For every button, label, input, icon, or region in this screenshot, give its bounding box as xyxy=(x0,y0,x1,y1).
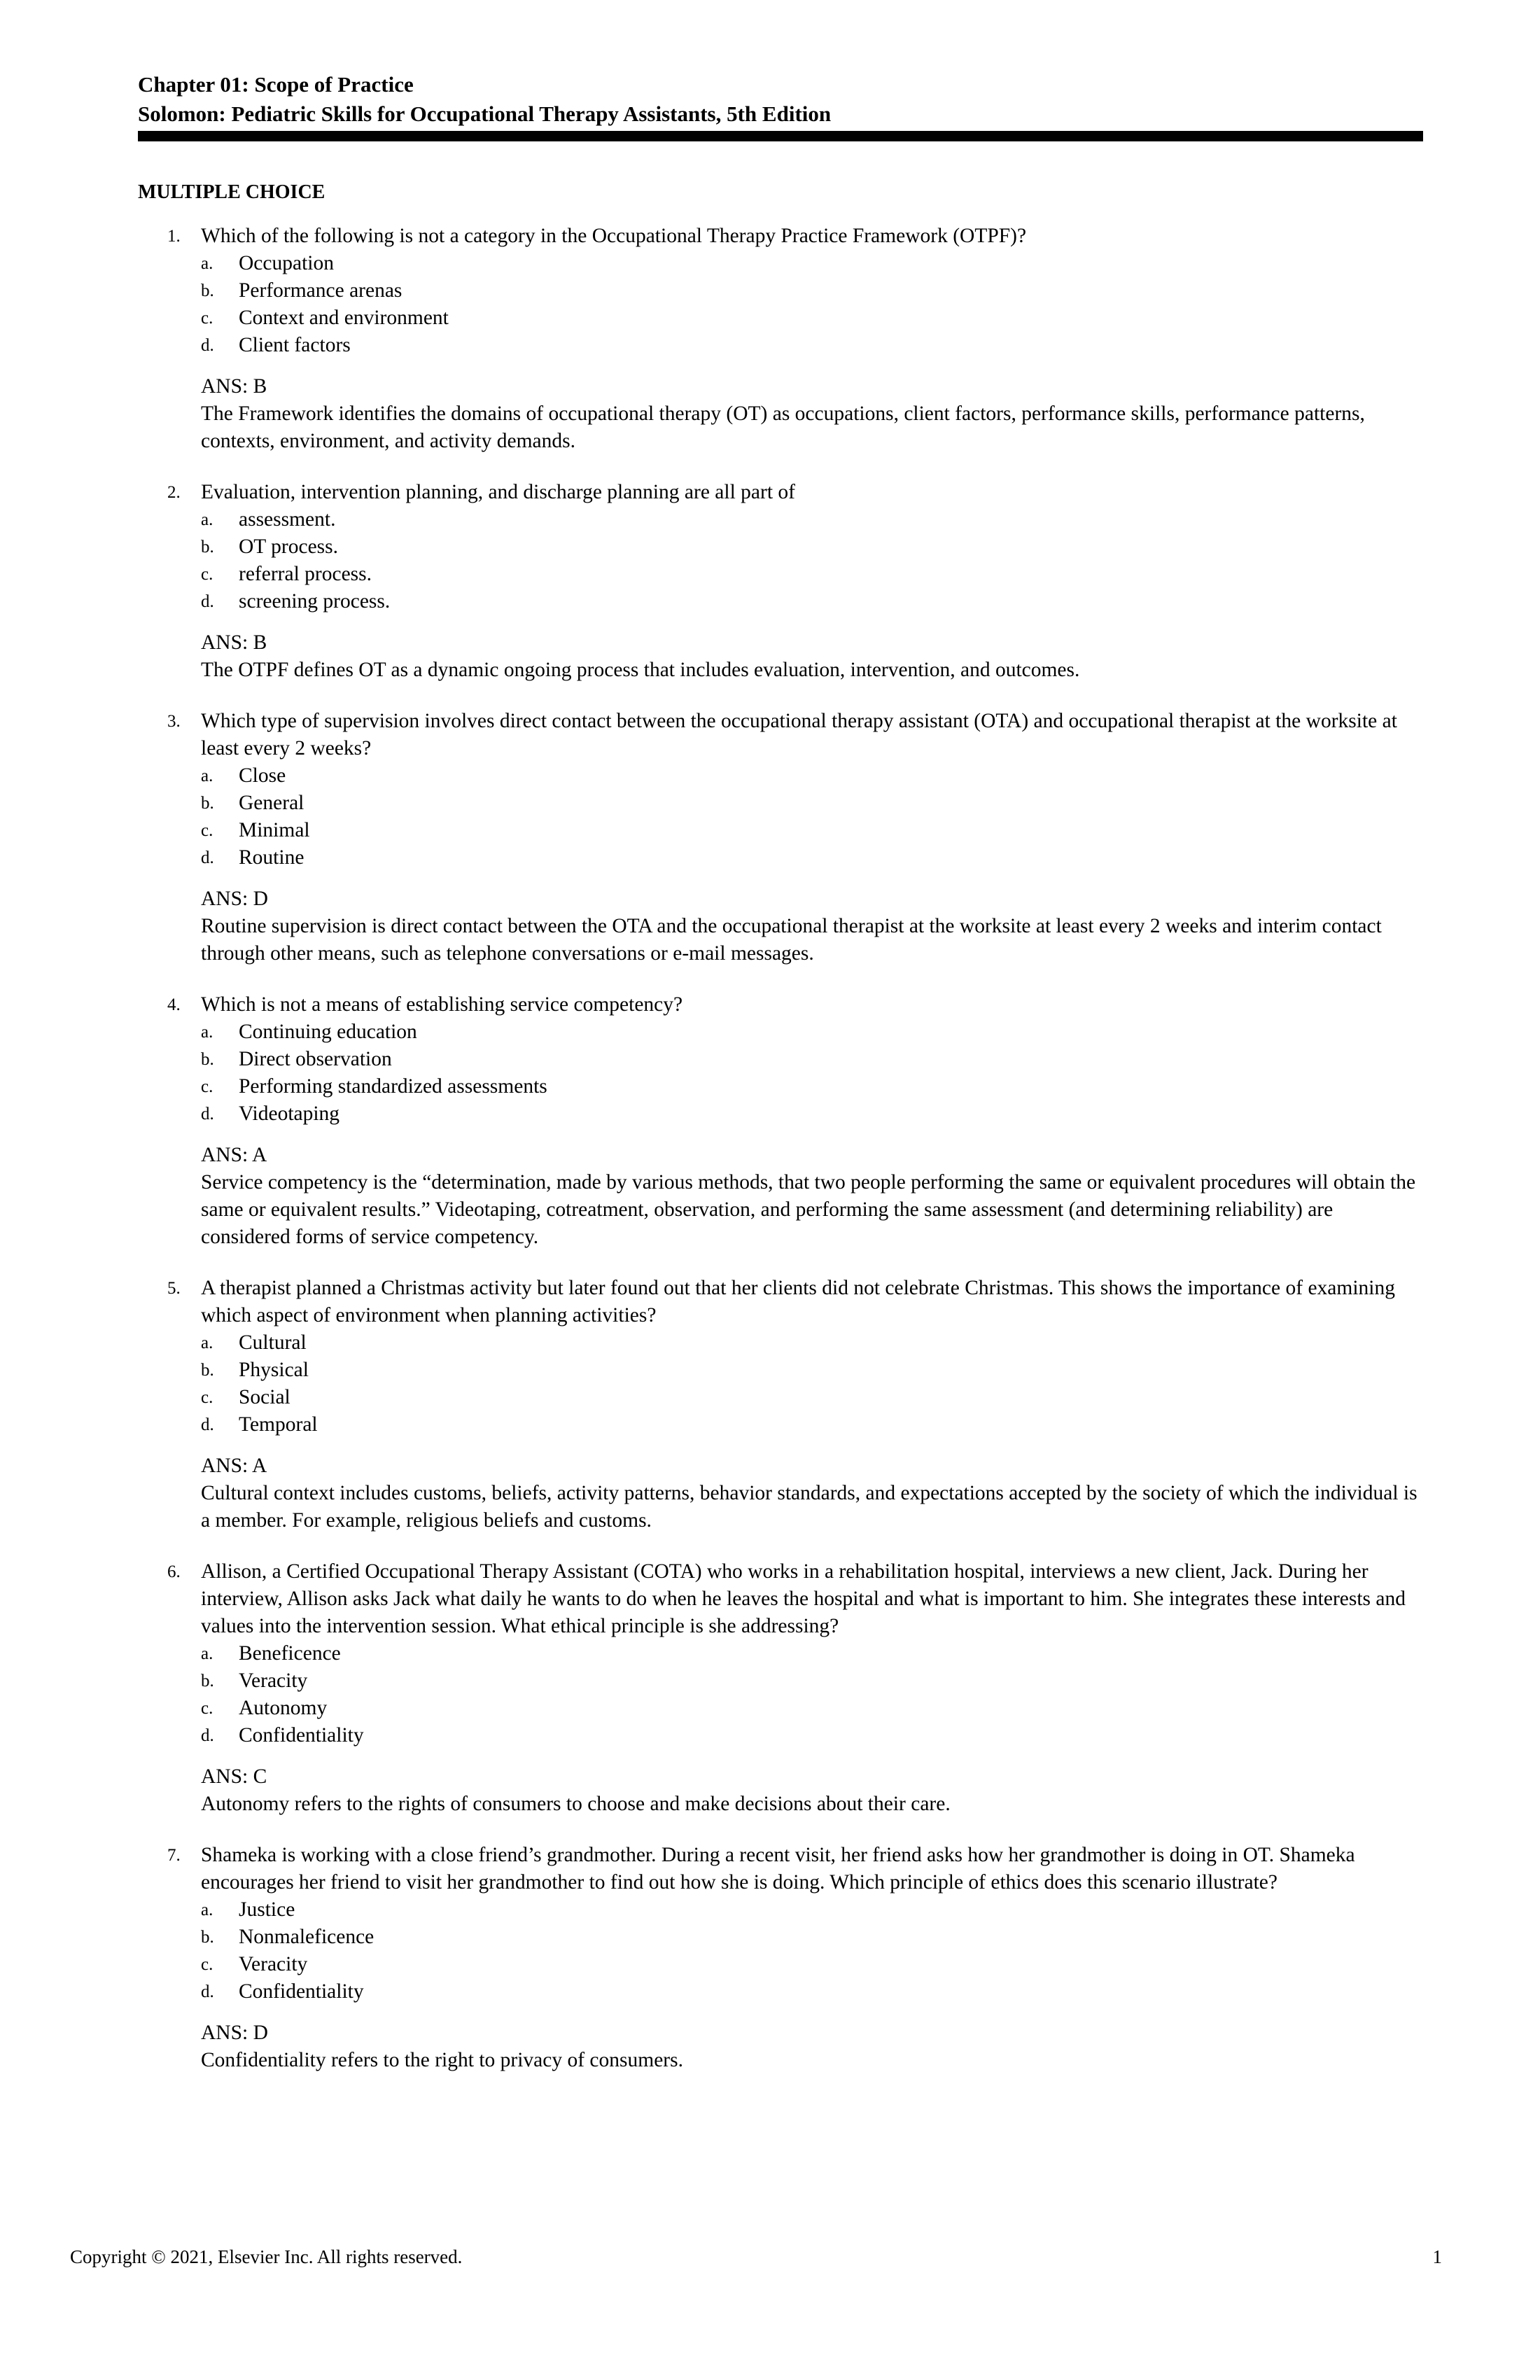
answer-option xyxy=(201,304,1423,332)
answer-options xyxy=(201,250,1423,359)
option-letter: a. xyxy=(201,1900,214,1919)
answer-option xyxy=(201,1896,1423,1924)
question-text: Evaluation, intervention planning, and discharge planning are all part of xyxy=(201,481,795,503)
header-rule xyxy=(138,131,1423,141)
option-text: Confidentiality xyxy=(239,1980,364,2003)
option-letter: c. xyxy=(201,1077,214,1096)
answer-key: ANS: D xyxy=(201,2022,268,2044)
answer-key: ANS: D xyxy=(201,888,268,910)
answer-options xyxy=(201,1018,1423,1128)
question-item xyxy=(138,479,1423,684)
option-letter: a. xyxy=(201,254,214,273)
answer-option xyxy=(201,1978,1423,2005)
page-header xyxy=(138,70,1423,141)
question-text: Which type of supervision involves direct contact between the occupational therapy assistant (OTA) and occupational therapist at the worksite at least every 2 weeks? xyxy=(201,710,1397,760)
answer-option xyxy=(201,1951,1423,1978)
answer-rationale: Cultural context includes customs, beliefs, activity patterns, behavior standards, and expectations accepted by the society of which the individual is a member. For example, religious beliefs and customs. xyxy=(201,1482,1418,1532)
answer-option xyxy=(201,533,1423,561)
answer-key: ANS: A xyxy=(201,1455,267,1477)
option-text: assessment. xyxy=(239,508,336,531)
answer-options xyxy=(201,1329,1423,1438)
option-letter: c. xyxy=(201,821,214,840)
option-text: referral process. xyxy=(239,563,372,585)
option-letter: c. xyxy=(201,565,214,584)
footer-copyright: Copyright © 2021, Elsevier Inc. All rights reserved. xyxy=(70,2246,463,2267)
answer-block xyxy=(201,373,1423,455)
answer-option xyxy=(201,332,1423,359)
question-text: Which of the following is not a category in the Occupational Therapy Practice Framework (OTPF)? xyxy=(201,225,1027,247)
answer-option xyxy=(201,1018,1423,1046)
option-letter: b. xyxy=(201,538,214,556)
option-text: Performance arenas xyxy=(239,279,402,302)
option-text: Routine xyxy=(239,846,304,869)
question-list xyxy=(138,223,1423,2074)
page-number: 1 xyxy=(1432,2246,1442,2267)
option-text: Temporal xyxy=(239,1413,318,1436)
answer-option xyxy=(201,1722,1423,1749)
option-text: Social xyxy=(239,1386,290,1408)
answer-option xyxy=(201,277,1423,304)
option-text: Autonomy xyxy=(239,1697,328,1719)
option-text: Veracity xyxy=(239,1953,308,1975)
answer-block xyxy=(201,1763,1423,1818)
answer-option xyxy=(201,1695,1423,1722)
answer-option xyxy=(201,762,1423,790)
option-letter: b. xyxy=(201,281,214,300)
answer-block xyxy=(201,629,1423,684)
option-letter: c. xyxy=(201,309,214,328)
option-text: screening process. xyxy=(239,590,391,612)
answer-block xyxy=(201,2019,1423,2074)
option-letter: a. xyxy=(201,766,214,785)
question-item xyxy=(138,223,1423,455)
answer-options xyxy=(201,762,1423,872)
option-text: Minimal xyxy=(239,819,310,841)
option-text: Close xyxy=(239,764,286,787)
question-number: 4. xyxy=(167,995,181,1014)
answer-options xyxy=(201,1640,1423,1749)
answer-rationale: Routine supervision is direct contact between the OTA and the occupational therapist at the worksite at least every 2 weeks and interim contact through other means, such as telephone conversations or e-mail messages. xyxy=(201,915,1382,965)
question-number: 5. xyxy=(167,1279,181,1298)
question-text: Allison, a Certified Occupational Therapy Assistant (COTA) who works in a rehabilitation hospital, interviews a new client, Jack. During her interview, Allison asks Jack what daily he wants to do when he leaves the hospital and what is important to him. She integrates these interests and values into the intervention session. What ethical principle is she addressing? xyxy=(201,1560,1406,1637)
answer-options xyxy=(201,1896,1423,2005)
option-text: Direct observation xyxy=(239,1048,392,1070)
option-letter: b. xyxy=(201,1928,214,1947)
answer-option xyxy=(201,817,1423,844)
option-text: Occupation xyxy=(239,252,334,274)
option-letter: d. xyxy=(201,1415,214,1434)
option-text: OT process. xyxy=(239,536,339,558)
question-item xyxy=(138,708,1423,967)
answer-option xyxy=(201,844,1423,872)
option-letter: b. xyxy=(201,1672,214,1690)
answer-rationale: The OTPF defines OT as a dynamic ongoing process that includes evaluation, intervention, and outcomes. xyxy=(201,659,1080,681)
answer-option xyxy=(201,1667,1423,1695)
answer-key: ANS: B xyxy=(201,375,267,398)
answer-option xyxy=(201,1073,1423,1100)
answer-key: ANS: C xyxy=(201,1765,267,1788)
option-text: Performing standardized assessments xyxy=(239,1075,547,1098)
answer-option xyxy=(201,1046,1423,1073)
option-letter: a. xyxy=(201,510,214,529)
question-text: A therapist planned a Christmas activity but later found out that her clients did not celebrate Christmas. This shows the importance of examining which aspect of environment when planning activities? xyxy=(201,1277,1395,1326)
answer-option xyxy=(201,1411,1423,1438)
answer-option xyxy=(201,1329,1423,1357)
option-text: Continuing education xyxy=(239,1021,417,1043)
answer-options xyxy=(201,506,1423,615)
option-letter: c. xyxy=(201,1699,214,1718)
answer-option xyxy=(201,588,1423,615)
answer-block xyxy=(201,886,1423,967)
answer-rationale: The Framework identifies the domains of occupational therapy (OT) as occupations, client factors, performance skills, performance patterns, contexts, environment, and activity demands. xyxy=(201,402,1365,452)
question-number: 1. xyxy=(167,227,181,246)
option-letter: b. xyxy=(201,794,214,813)
option-text: General xyxy=(239,792,304,814)
answer-rationale: Confidentiality refers to the right to privacy of consumers. xyxy=(201,2049,683,2071)
question-number: 3. xyxy=(167,712,181,731)
option-letter: d. xyxy=(201,848,214,867)
option-text: Physical xyxy=(239,1359,309,1381)
question-text: Shameka is working with a close friend’s grandmother. During a recent visit, her friend asks how her grandmother is doing in OT. Shameka encourages her friend to visit her grandmother to find out how she is doing. Which principle of ethics does this scenario illustrate? xyxy=(201,1844,1355,1893)
question-item xyxy=(138,1842,1423,2074)
answer-option xyxy=(201,1357,1423,1384)
answer-option xyxy=(201,1640,1423,1667)
option-text: Confidentiality xyxy=(239,1724,364,1746)
option-letter: a. xyxy=(201,1023,214,1042)
answer-option xyxy=(201,790,1423,817)
option-text: Videotaping xyxy=(239,1102,340,1125)
option-text: Client factors xyxy=(239,334,351,356)
option-letter: b. xyxy=(201,1361,214,1380)
option-text: Cultural xyxy=(239,1331,307,1354)
option-letter: d. xyxy=(201,1105,214,1124)
question-number: 7. xyxy=(167,1846,181,1865)
answer-option xyxy=(201,1100,1423,1128)
section-title: MULTIPLE CHOICE xyxy=(138,181,326,203)
answer-rationale: Service competency is the “determination, made by various methods, that two people performing the same or equivalent procedures will obtain the same or equivalent results.” Videotaping, cotreatment, observation, and performing the same assessment (and determining reliability) are considered forms of service competency. xyxy=(201,1171,1416,1248)
question-item xyxy=(138,991,1423,1251)
option-text: Veracity xyxy=(239,1670,308,1692)
option-text: Nonmaleficence xyxy=(239,1926,374,1948)
answer-key: ANS: B xyxy=(201,631,267,654)
book-title: Solomon: Pediatric Skills for Occupational Therapy Assistants, 5th Edition xyxy=(138,102,832,126)
question-item xyxy=(138,1275,1423,1534)
option-text: Context and environment xyxy=(239,307,449,329)
option-letter: d. xyxy=(201,1726,214,1745)
question-item xyxy=(138,1558,1423,1818)
option-text: Beneficence xyxy=(239,1642,341,1665)
option-letter: c. xyxy=(201,1955,214,1974)
option-letter: d. xyxy=(201,592,214,611)
answer-rationale: Autonomy refers to the rights of consumers to choose and make decisions about their care. xyxy=(201,1793,951,1815)
option-letter: a. xyxy=(201,1644,214,1663)
option-letter: d. xyxy=(201,1982,214,2001)
answer-key: ANS: A xyxy=(201,1144,267,1166)
chapter-title: Chapter 01: Scope of Practice xyxy=(138,72,414,97)
question-content xyxy=(138,179,1423,2098)
answer-option xyxy=(201,250,1423,277)
question-text: Which is not a means of establishing service competency? xyxy=(201,993,683,1016)
answer-block xyxy=(201,1452,1423,1534)
answer-option xyxy=(201,1924,1423,1951)
answer-option xyxy=(201,561,1423,588)
question-number: 6. xyxy=(167,1562,181,1581)
answer-block xyxy=(201,1142,1423,1251)
option-letter: c. xyxy=(201,1388,214,1407)
answer-option xyxy=(201,506,1423,533)
option-letter: d. xyxy=(201,336,214,355)
question-number: 2. xyxy=(167,483,181,502)
option-letter: a. xyxy=(201,1334,214,1352)
option-letter: b. xyxy=(201,1050,214,1069)
answer-option xyxy=(201,1384,1423,1411)
option-text: Justice xyxy=(239,1898,295,1921)
